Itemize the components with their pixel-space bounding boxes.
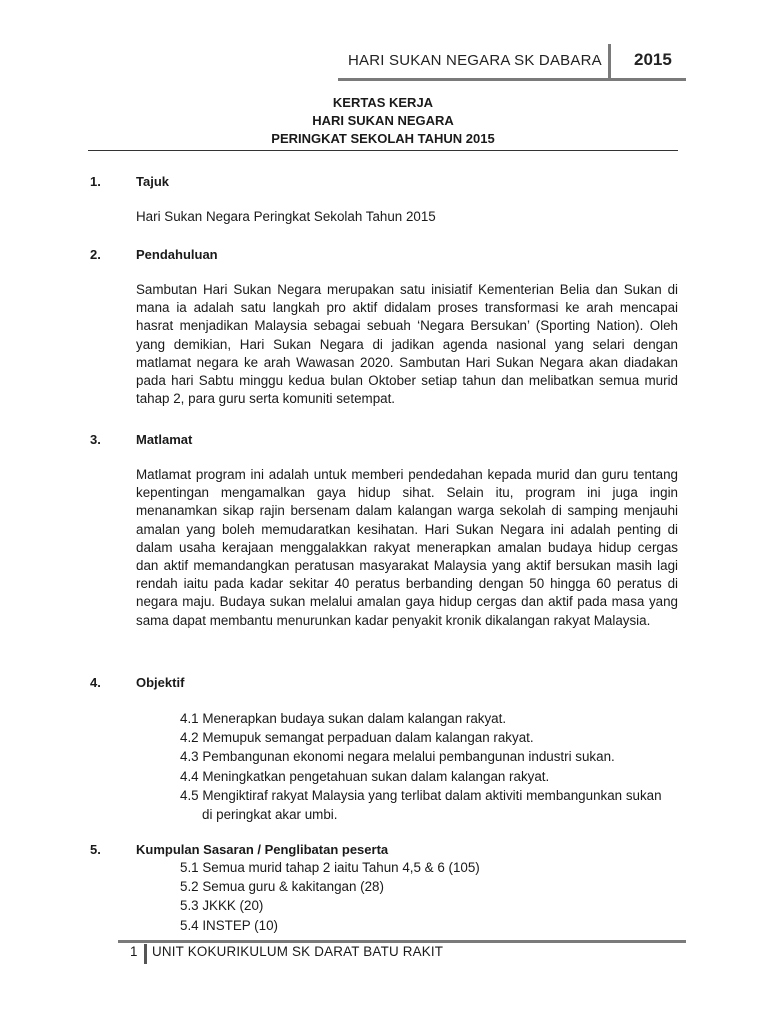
list-item: 5.4 INSTEP (10) [180,917,278,933]
section-2-body: Sambutan Hari Sukan Negara merupakan satu inisiatif Kementerian Belia dan Sukan di mana ia adalah satu langkah pro aktif didalam proses transformasi ke arah mencapai hasrat menjadikan Malaysia sebagai sebuah ‘Negara Bersukan’ (Sporting Nation). Oleh yang demikian, Hari Sukan Negara di jadikan agenda nasional yang selari dengan matlamat negara ke arah Wawasan 2020. Sambutan Hari Sukan Negara akan diadakan pada hari Sabtu minggu kedua bulan Oktober setiap tahun dan melibatkan semua murid tahap 2, para guru serta komuniti setempat. [136,282,678,407]
list-item: 5.3 JKKK (20) [180,898,264,914]
page-header [338,44,686,81]
title-line-3: PERINGKAT SEKOLAH TAHUN 2015 [271,131,495,146]
header-school-name: HARI SUKAN NEGARA SK DABARA [348,52,602,69]
list-item: 4.4 Meningkatkan pengetahuan sukan dalam kalangan rakyat. [180,768,550,784]
title-line-2: HARI SUKAN NEGARA [312,113,454,128]
document-title [88,94,678,148]
target-group-list [180,858,680,935]
header-year: 2015 [634,50,672,69]
section-1-heading: Tajuk [136,174,169,189]
section-3-body: Matlamat program ini adalah untuk memberi pendedahan kepada murid dan guru tentang kepentingan mengamalkan gaya hidup sihat. Selain itu, program ini juga ingin menanamkan sikap rajin bersenam dalam kalangan warga sekolah di samping menjauhi amalan yang boleh memudaratkan kesihatan. Hari Sukan Negara ini adalah penting di dalam usaha kerajaan menggalakkan rakyat menerapkan amalan budaya hidup cergas dan aktif memandangkan peratusan masyarakat Malaysia yang aktif bersukan masih lagi rendah iaitu pada kadar sekitar 40 peratus berbanding dengan 50 hingga 60 peratus di negara maju. Budaya sukan melalui amalan gaya hidup cergas dan aktif pada masa yang sama dapat membantu menurunkan kadar penyakit kronik dikalangan rakyat Malaysia. [136,467,678,628]
list-item: 4.3 Pembangunan ekonomi negara melalui pembangunan industri sukan. [180,749,615,765]
list-item-continuation: di peringkat akar umbi. [202,807,338,823]
title-line-1: KERTAS KERJA [332,95,434,110]
section-1-body: Hari Sukan Negara Peringkat Sekolah Tahun 2015 [136,209,436,224]
list-item: 5.2 Semua guru & kakitangan (28) [180,879,384,895]
title-divider [88,150,678,151]
section-5-heading: Kumpulan Sasaran / Penglibatan peserta [136,842,389,857]
footer-divider [118,940,686,943]
section-1-number: 1. [90,174,101,189]
section-3-number: 3. [90,432,101,447]
section-2-heading: Pendahuluan [136,247,218,262]
objective-list [180,709,680,824]
header-separator [608,44,611,78]
list-item-text: 4.5 Mengiktiraf rakyat Malaysia yang terlibat dalam aktiviti membangunkan sukan [180,787,662,803]
section-4-number: 4. [90,675,101,690]
section-2-number: 2. [90,247,101,262]
footer-separator [144,944,147,964]
footer-unit-name: UNIT KOKURIKULUM SK DARAT BATU RAKIT [152,944,444,959]
list-item: 4.1 Menerapkan budaya sukan dalam kalangan rakyat. [180,711,507,726]
section-3-heading: Matlamat [136,432,193,447]
list-item: 4.2 Memupuk semangat perpaduan dalam kalangan rakyat. [180,730,534,746]
section-5-number: 5. [90,842,101,857]
list-item [180,786,680,824]
page-number: 1 [130,944,138,959]
section-4-heading: Objektif [136,675,185,690]
list-item: 5.1 Semua murid tahap 2 iaitu Tahun 4,5 & 6 (105) [180,860,480,875]
